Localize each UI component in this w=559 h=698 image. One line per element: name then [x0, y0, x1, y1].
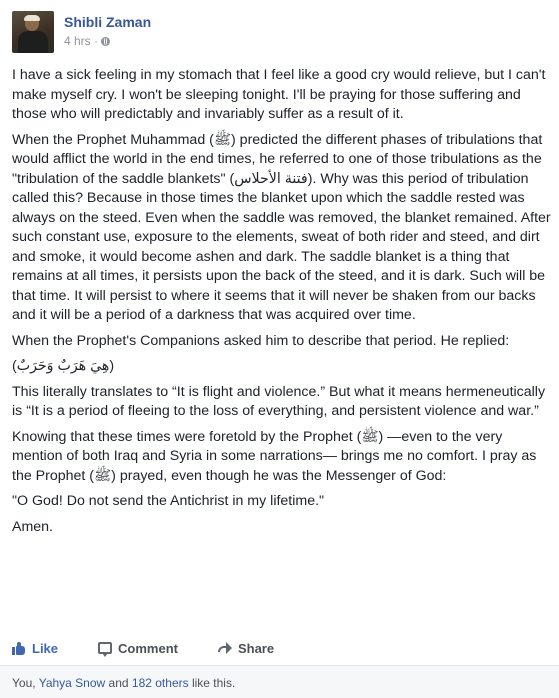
- post-paragraph: I have a sick feeling in my stomach that I feel like a good cry would relieve, but I can't make myself cry. I won't be sleeping tonight. I'll be praying for those suffering and those who will predictably and invariably suffer as a result of it.: [12, 67, 546, 122]
- share-icon: [218, 642, 232, 654]
- others-link[interactable]: 182 others: [131, 676, 189, 690]
- thumbs-up-icon: [12, 642, 26, 655]
- post-actions: [12, 638, 547, 658]
- post-timestamp[interactable]: 4 hrs ·: [64, 34, 99, 48]
- post-text: ). Why was this period of tribulation called this? Because in those times the blanket upon which the saddle rested was always on the steed. Even when the saddle was removed, the blanket remained. After such constant use, exposure to the elements, sweat of both rider and steed, and dirt and smoke, it would become ashen and dark. The saddle blanket is a thing that remains at all times, it persists upon the back of the steed, and it is dark. Such will be that time. It will persist to where it seems that it will never be shaken from our backs and it will be a period of a darkness that was acquired over time.: [12, 170, 551, 323]
- post-header: [12, 11, 151, 53]
- post-paragraph: Amen.: [12, 518, 54, 535]
- likes-suffix: like this.: [188, 676, 236, 690]
- post-paragraph: This literally translates to “It is flight and violence.” But what it means hermeneutically is “It is a period of fleeing to the loss of everything, and persistent violence and war.”: [12, 383, 546, 419]
- post-timestamp-row: [64, 33, 151, 49]
- post-paragraph: Knowing that these times were foretold by the Prophet (ﷺ) —even to the very mention of both Iraq and Syria in some narrations— brings me no comfort. I pray as the Prophet (ﷺ) prayed, even though he was the Messenger of God:: [12, 428, 537, 484]
- post-paragraph: When the Prophet's Companions asked him to describe that period. He replied:: [12, 332, 510, 349]
- author-name[interactable]: Shibli Zaman: [64, 14, 152, 30]
- post-body: [12, 66, 551, 543]
- post-meta: [64, 11, 151, 53]
- avatar-cap-shape: [24, 15, 40, 21]
- avatar[interactable]: [12, 11, 54, 53]
- comment-label: Comment: [118, 640, 178, 656]
- comment-button[interactable]: [98, 641, 178, 656]
- avatar-body-shape: [18, 31, 48, 53]
- post-paragraph: "O God! Do not send the Antichrist in my lifetime.": [12, 493, 325, 509]
- likes-middle: and: [105, 676, 132, 690]
- share-label: Share: [237, 640, 275, 656]
- share-button[interactable]: [218, 641, 274, 656]
- likes-summary: [0, 666, 559, 698]
- likes-prefix: You,: [12, 676, 39, 690]
- like-button[interactable]: [12, 641, 58, 656]
- comment-icon: [98, 642, 112, 654]
- arabic-quote: (هِيَ هَرَبٌ وَحَرَبٌ): [12, 358, 115, 374]
- like-label: Like: [32, 640, 59, 656]
- liker-link[interactable]: Yahya Snow: [38, 676, 106, 690]
- globe-icon[interactable]: [101, 37, 110, 46]
- post-text: When the Prophet Muhammad (ﷺ) predicted the different phases of tribulations that would afflict the world in the end times, he referred to one of those tribulations as the "tribulation of the saddle blankets" (: [12, 131, 543, 187]
- post-paragraph: [12, 131, 551, 326]
- arabic-phrase: فتنة الأحلاس: [234, 170, 308, 187]
